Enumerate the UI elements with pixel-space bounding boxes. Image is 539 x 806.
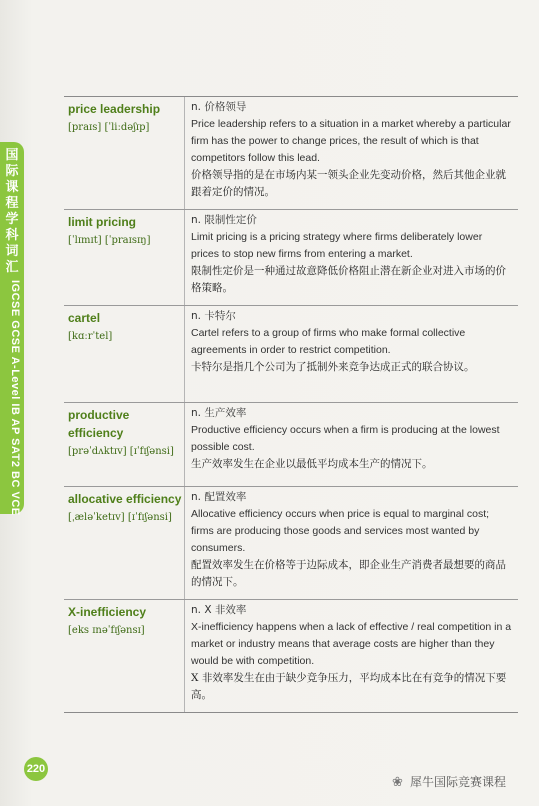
english-definition: X-inefficiency happens when a lack of effective / real competition in a market or industry means that average costs are higher than they would be with competition. — [191, 621, 512, 667]
part-of-speech: n. 价格领导 — [191, 101, 247, 113]
wechat-icon: ❀ — [392, 775, 403, 790]
chinese-definition: 卡特尔是指几个公司为了抵制外来竞争达成正式的联合协议。 — [191, 361, 475, 373]
glossary-table — [64, 96, 518, 713]
glossary-entry — [64, 403, 518, 487]
definition-cell — [185, 403, 518, 486]
chinese-definition: 限制性定价是一种通过故意降低价格阻止潜在新企业对进入市场的价格策略。 — [191, 265, 506, 294]
term-cell — [64, 97, 185, 209]
term-cell — [64, 403, 185, 486]
term-cell — [64, 487, 185, 599]
english-definition: Productive efficiency occurs when a firm is producing at the lowest possible cost. — [191, 424, 500, 453]
definition-cell — [185, 97, 518, 209]
part-of-speech: n. 生产效率 — [191, 407, 247, 419]
side-tab — [0, 142, 24, 514]
chinese-definition: 价格领导指的是在市场内某一领头企业先变动价格，然后其他企业就跟着定价的情况。 — [191, 169, 506, 198]
glossary-entry — [64, 306, 518, 403]
watermark-text: 犀牛国际竞赛课程 — [410, 775, 507, 789]
term: X-inefficiency — [68, 605, 147, 619]
chinese-definition: 生产效率发生在企业以最低平均成本生产的情况下。 — [191, 458, 433, 470]
term-cell — [64, 600, 185, 712]
phonetic: [ˌæləˈketɪv] [ɪˈfɪʃənsi] — [68, 512, 172, 523]
chinese-definition: X 非效率发生在由于缺少竞争压力，平均成本比在有竞争的情况下要高。 — [191, 672, 507, 701]
watermark — [392, 773, 534, 791]
term: productive efficiency — [68, 408, 130, 440]
definition-cell — [185, 600, 518, 712]
term: allocative efficiency — [68, 492, 182, 506]
glossary-entry — [64, 97, 518, 210]
term: price leadership — [68, 102, 161, 116]
phonetic: [prəˈdʌktɪv] [ɪˈfɪʃənsi] — [68, 446, 174, 457]
side-tab-title: 国际课程学科词汇 — [5, 148, 19, 275]
chinese-definition: 配置效率发生在价格等于边际成本，即企业生产消费者最想要的商品的情况下。 — [191, 559, 506, 588]
phonetic: [eks ɪnəˈfɪʃənsɪ] — [68, 625, 145, 636]
term-cell — [64, 210, 185, 305]
phonetic: [ˈlɪmɪt] [ˈpraɪsɪŋ] — [68, 235, 151, 246]
english-definition: Cartel refers to a group of firms who make formal collective agreements in order to restrict competition. — [191, 327, 466, 356]
glossary-entry — [64, 600, 518, 712]
part-of-speech: n. 卡特尔 — [191, 310, 236, 322]
glossary-entry — [64, 487, 518, 600]
term: cartel — [68, 311, 101, 325]
part-of-speech: n. X 非效率 — [191, 604, 247, 616]
definition-cell — [185, 487, 518, 599]
phonetic: [kɑːrˈtel] — [68, 331, 113, 342]
english-definition: Limit pricing is a pricing strategy where firms deliberately lower prices to stop new firms from entering a market. — [191, 231, 483, 260]
page-number: 220 — [24, 757, 48, 781]
phonetic: [praɪs] [ˈliːdəʃɪp] — [68, 122, 150, 133]
definition-cell — [185, 210, 518, 305]
glossary-entry — [64, 210, 518, 306]
part-of-speech: n. 限制性定价 — [191, 214, 257, 226]
part-of-speech: n. 配置效率 — [191, 491, 247, 503]
definition-cell — [185, 306, 518, 402]
english-definition: Allocative efficiency occurs when price is equal to marginal cost; firms are producing those goods and services most wanted by consumers. — [191, 508, 490, 554]
english-definition: Price leadership refers to a situation in a market whereby a particular firm has the power to change prices, the result of which is that competitors follow this lead. — [191, 118, 511, 164]
term-cell — [64, 306, 185, 402]
side-tab-exams: IGCSE GCSE A-Level IB AP SAT2 BC VCE — [9, 280, 21, 516]
term: limit pricing — [68, 215, 137, 229]
